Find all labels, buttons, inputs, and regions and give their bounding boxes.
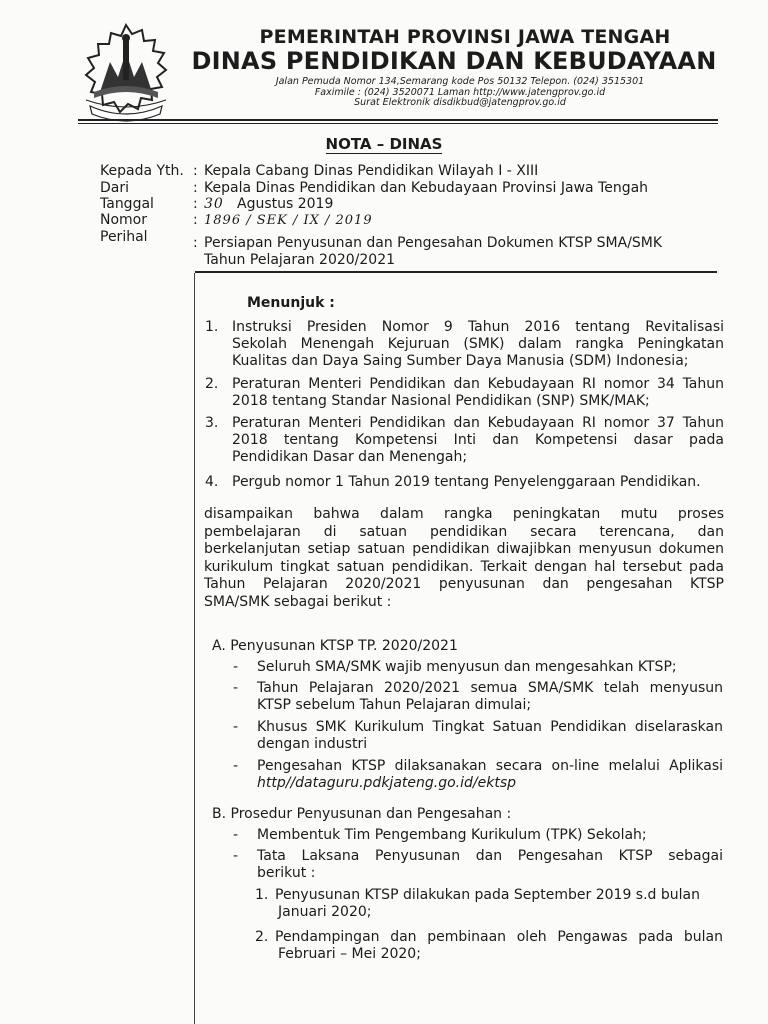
ref-item (232, 319, 724, 370)
from-label: Dari (100, 180, 130, 196)
ref-line: 2018 tentang Kompetensi Inti dan Kompetensi dasar pada (232, 432, 724, 448)
province-heading: PEMERINTAH PROVINSI JAWA TENGAH (259, 26, 671, 48)
header-rule (195, 271, 717, 273)
section-a-item (257, 680, 723, 714)
ref-line: Pendidikan Dasar dan Menengah; (232, 449, 468, 465)
paragraph-line: SMA/SMK sebagai berikut : (204, 593, 392, 610)
provincial-emblem-logo (80, 22, 172, 126)
dash: - (233, 848, 239, 864)
letterhead-rule (78, 119, 718, 121)
paragraph-line: kurikulum tingkat satuan pendidikan. Terkait dengan hal tersebut pada (204, 558, 724, 575)
ref-line: Pergub nomor 1 Tahun 2019 tentang Penyelenggaraan Pendidikan. (232, 474, 701, 490)
step-line: Pendampingan dan pembinaan oleh Pengawas pada bulan (275, 929, 723, 945)
ref-item (232, 474, 724, 491)
body-paragraph (204, 506, 724, 611)
item-line: Tahun Pelajaran 2020/2021 semua SMA/SMK telah menyusun (257, 680, 723, 696)
paragraph-line: berkelanjutan setiap satuan pendidikan diwajibkan menyusun dokumen (204, 541, 724, 557)
ref-line: Peraturan Menteri Pendidikan dan Kebudayaan RI nomor 37 Tahun (232, 415, 724, 431)
address-line: Faximile : (024) 3520071 Laman http://www.jatengprov.go.id (314, 86, 606, 98)
dash: - (233, 719, 239, 735)
date-value (204, 196, 724, 213)
colon: : (193, 212, 198, 228)
step-number: 1. (255, 887, 269, 903)
address-block (200, 77, 720, 109)
section-b-item (257, 848, 723, 882)
item-line: KTSP sebelum Tahun Pelajaran dimulai; (257, 697, 532, 713)
menunjuk-heading: Menunjuk : (247, 295, 335, 311)
dash: - (233, 680, 239, 696)
section-a-item (257, 659, 723, 676)
ref-line: Instruksi Presiden Nomor 9 Tahun 2016 tentang Revitalisasi (232, 319, 724, 335)
subject-line: Persiapan Penyusunan dan Pengesahan Dokumen KTSP SMA/SMK (204, 235, 663, 251)
section-b-item (257, 827, 723, 844)
paragraph-line: disampaikan bahwa dalam rangka peningkatan mutu proses (204, 506, 724, 522)
to-label: Kepada Yth. (100, 163, 184, 179)
date-month-year: Agustus 2019 (237, 196, 334, 212)
step-line: Februari – Mei 2020; (278, 946, 421, 962)
number-label: Nomor (100, 212, 147, 228)
step-line: Penyusunan KTSP dilakukan pada September 2019 s.d bulan (275, 887, 700, 903)
section-a-item (257, 758, 723, 792)
item-line: Pengesahan KTSP dilaksanakan secara on-line melalui Aplikasi (257, 758, 723, 774)
margin-line (194, 273, 195, 1024)
colon: : (193, 163, 198, 179)
item-line: berikut : (257, 865, 316, 881)
number-value-handwritten: 1896 / SEK / IX / 2019 (204, 213, 373, 228)
ref-line: Kualitas dan Daya Saing Sumber Daya Manusia (SDM) Indonesia; (232, 353, 689, 369)
item-line: dengan industri (257, 736, 368, 752)
ref-number: 4. (205, 474, 219, 490)
from-value: Kepala Dinas Pendidikan dan Kebudayaan Provinsi Jawa Tengah (204, 180, 649, 196)
ref-number: 1. (205, 319, 219, 335)
subject-label: Perihal (100, 229, 148, 245)
step-item (275, 887, 723, 921)
date-label: Tanggal (100, 196, 154, 212)
address-line: Surat Elektronik disdikbud@jatengprov.go.id (354, 97, 566, 108)
date-day-handwritten: 30 (204, 196, 224, 212)
step-line: Januari 2020; (278, 904, 372, 920)
step-item (275, 929, 723, 963)
ref-number: 2. (205, 376, 219, 392)
dash: - (233, 659, 239, 675)
aplikasi-url: http//dataguru.pdkjateng.go.id/ektsp (257, 775, 516, 791)
step-number: 2. (255, 929, 269, 945)
subject-line: Tahun Pelajaran 2020/2021 (204, 252, 396, 268)
item-line: Khusus SMK Kurikulum Tingkat Satuan Pendidikan diselaraskan (257, 719, 723, 735)
ref-line: Sekolah Menengah Kejuruan (SMK) dalam rangka Peningkatan (232, 336, 724, 352)
section-b-heading: B. Prosedur Penyusunan dan Pengesahan : (212, 806, 512, 822)
document-title (0, 135, 768, 153)
section-a-item (257, 719, 723, 753)
paragraph-line: pembelajaran di satuan pendidikan secara terencana, dan (204, 523, 724, 540)
ref-item (232, 415, 724, 466)
colon: : (193, 196, 198, 212)
item-line: Membentuk Tim Pengembang Kurikulum (TPK) Sekolah; (257, 827, 647, 843)
item-line: Seluruh SMA/SMK wajib menyusun dan mengesahkan KTSP; (257, 659, 677, 675)
address-line: Jalan Pemuda Nomor 134,Semarang kode Pos 50132 Telepon. (024) 3515301 (275, 76, 645, 87)
document-title-text: NOTA – DINAS (325, 135, 443, 153)
dash: - (233, 758, 239, 774)
colon: : (193, 235, 198, 251)
ref-item (232, 376, 724, 410)
colon: : (193, 180, 198, 196)
section-a-heading: A. Penyusunan KTSP TP. 2020/2021 (212, 638, 458, 654)
to-value: Kepala Cabang Dinas Pendidikan Wilayah I - XIII (204, 163, 539, 179)
letterhead-rule-thin (78, 123, 718, 124)
paragraph-line: Tahun Pelajaran 2020/2021 penyusunan dan pengesahan KTSP (204, 576, 724, 592)
ref-line: Peraturan Menteri Pendidikan dan Kebudayaan RI nomor 34 Tahun (232, 376, 724, 392)
ref-number: 3. (205, 415, 219, 431)
dash: - (233, 827, 239, 843)
department-heading: DINAS PENDIDIKAN DAN KEBUDAYAAN (191, 47, 717, 75)
item-line: Tata Laksana Penyusunan dan Pengesahan KTSP sebagai (257, 848, 723, 864)
ref-line: 2018 tentang Standar Nasional Pendidikan (SNP) SMK/MAK; (232, 393, 650, 409)
